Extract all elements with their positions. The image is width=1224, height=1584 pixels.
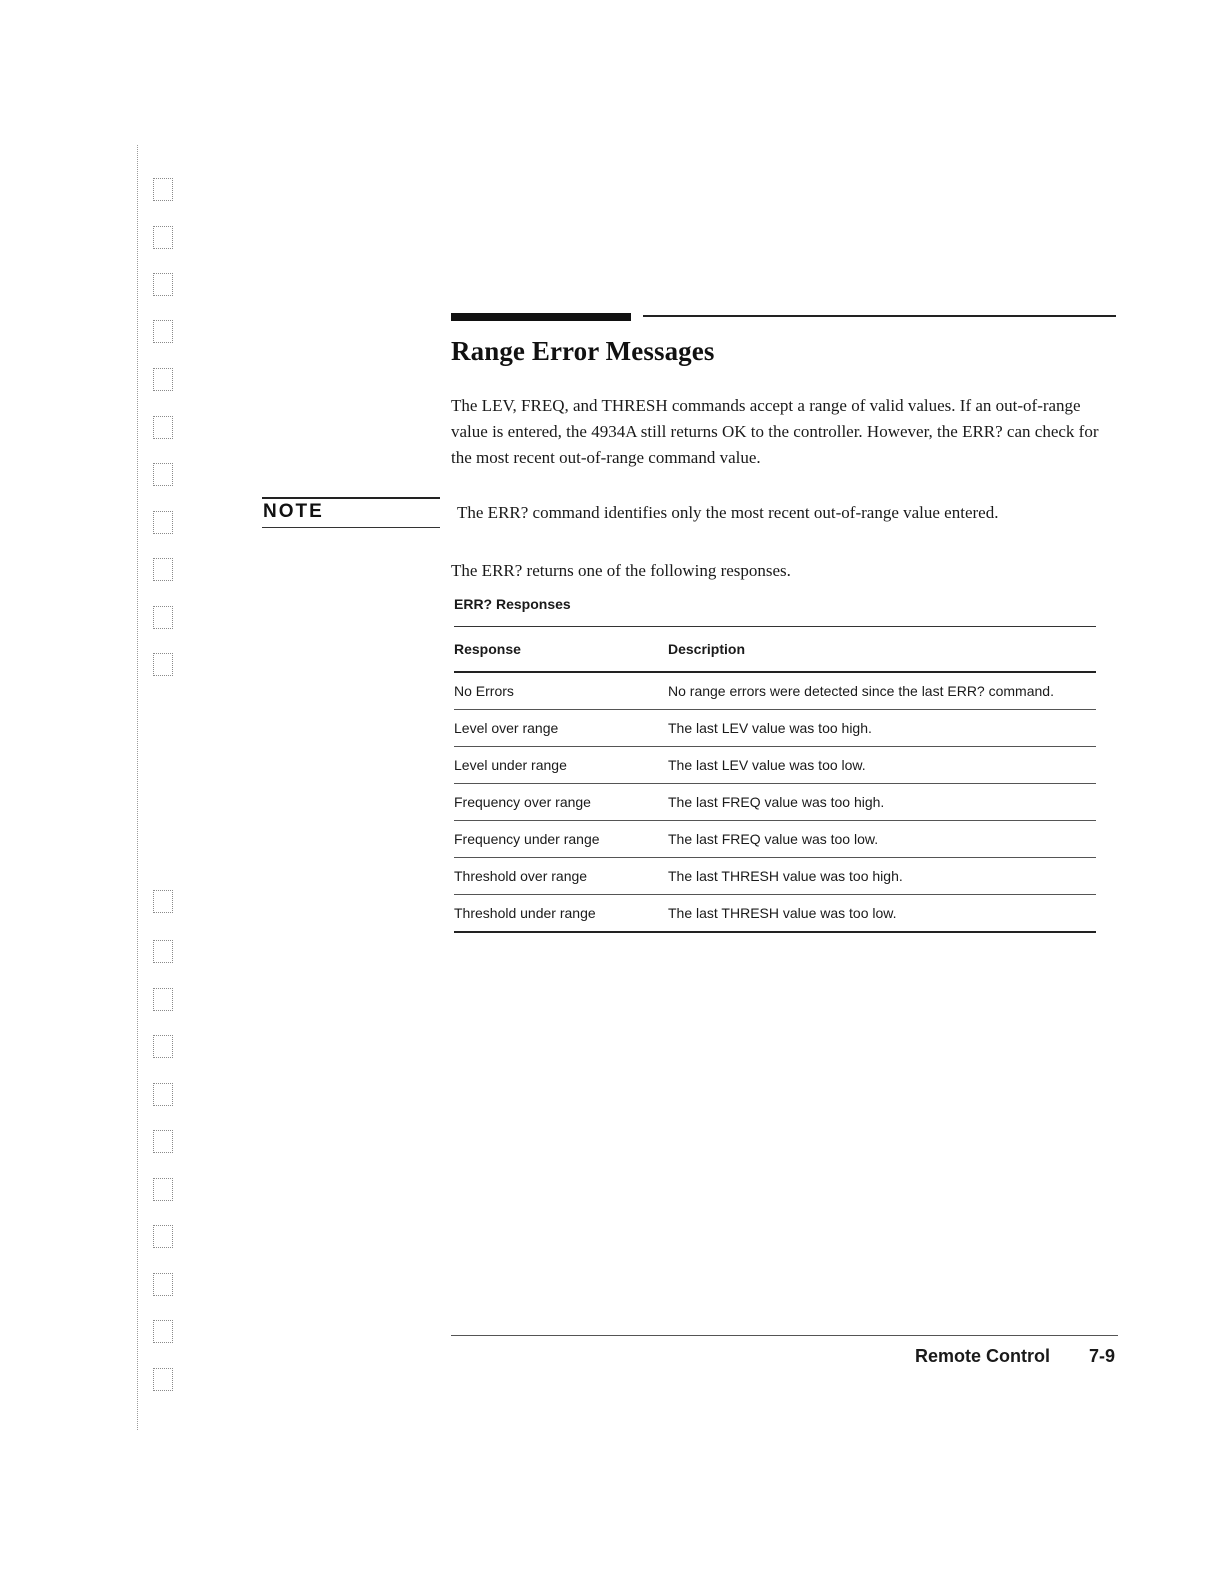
description-cell: The last FREQ value was too low. [668,821,1096,858]
binder-hole-icon [153,463,173,486]
section-title: Range Error Messages [451,336,715,366]
binder-hole-icon [153,320,173,343]
description-cell: The last LEV value was too low. [668,747,1096,784]
table-row [454,672,1096,710]
intro-paragraph: The LEV, FREQ, and THRESH commands accept a range of valid values. If an out-of-range value is entered, the 4934A still returns OK to the controller. However, the ERR? can check for the most recent out-of-range command value. [451,396,1099,467]
note-top-rule [262,497,440,499]
binder-hole-icon [153,226,173,249]
binder-hole-icon [153,1130,173,1153]
description-cell: The last FREQ value was too high. [668,784,1096,821]
binder-hole-icon [153,1225,173,1248]
binder-hole-icon [153,178,173,201]
lead-in-paragraph: The ERR? returns one of the following responses. [451,561,791,580]
binder-hole-icon [153,1083,173,1106]
table-row [454,784,1096,821]
column-header-response: Response [454,627,668,673]
table-row [454,895,1096,933]
binder-hole-icon [153,1178,173,1201]
note-bottom-rule [262,527,440,528]
binder-hole-icon [153,606,173,629]
binder-hole-icon [153,940,173,963]
table-row [454,858,1096,895]
binder-hole-icon [153,1368,173,1391]
description-cell: The last THRESH value was too low. [668,905,897,921]
binder-hole-icon [153,368,173,391]
column-header-description: Description [668,627,1096,673]
table-header-row [454,627,1096,673]
note-label: NOTE [263,501,324,522]
description-cell: No range errors were detected since the last ERR? command. [668,672,1096,710]
note-text: The ERR? command identifies only the most recent out-of-range value entered. [457,503,999,522]
binder-hole-icon [153,1035,173,1058]
binder-hole-icon [153,1320,173,1343]
binder-hole-icon [153,988,173,1011]
section-heading-bar [451,313,631,321]
binder-hole-icon [153,653,173,676]
response-cell: Level over range [454,710,668,747]
table-row [454,747,1096,784]
binder-hole-icon [153,1273,173,1296]
table-row [454,710,1096,747]
binder-hole-icon [153,416,173,439]
footer-rule [451,1335,1118,1336]
response-cell: Level under range [454,747,668,784]
response-cell: Frequency over range [454,784,668,821]
description-cell: The last LEV value was too high. [668,710,1096,747]
binder-hole-icon [153,273,173,296]
binder-hole-icon [153,558,173,581]
binder-hole-icon [153,511,173,534]
responses-table [454,626,1096,933]
response-cell: Threshold over range [454,858,668,895]
footer-page-number: 7-9 [1089,1346,1116,1366]
table-caption: ERR? Responses [454,596,571,612]
response-cell: No Errors [454,672,668,710]
binder-margin-rule [137,145,138,1430]
response-cell: Frequency under range [454,821,668,858]
footer-section-name: Remote Control [915,1346,1050,1366]
response-cell: Threshold under range [454,905,596,921]
description-cell: The last THRESH value was too high. [668,858,1096,895]
table-row [454,821,1096,858]
binder-hole-icon [153,890,173,913]
section-heading-rule [643,315,1116,317]
